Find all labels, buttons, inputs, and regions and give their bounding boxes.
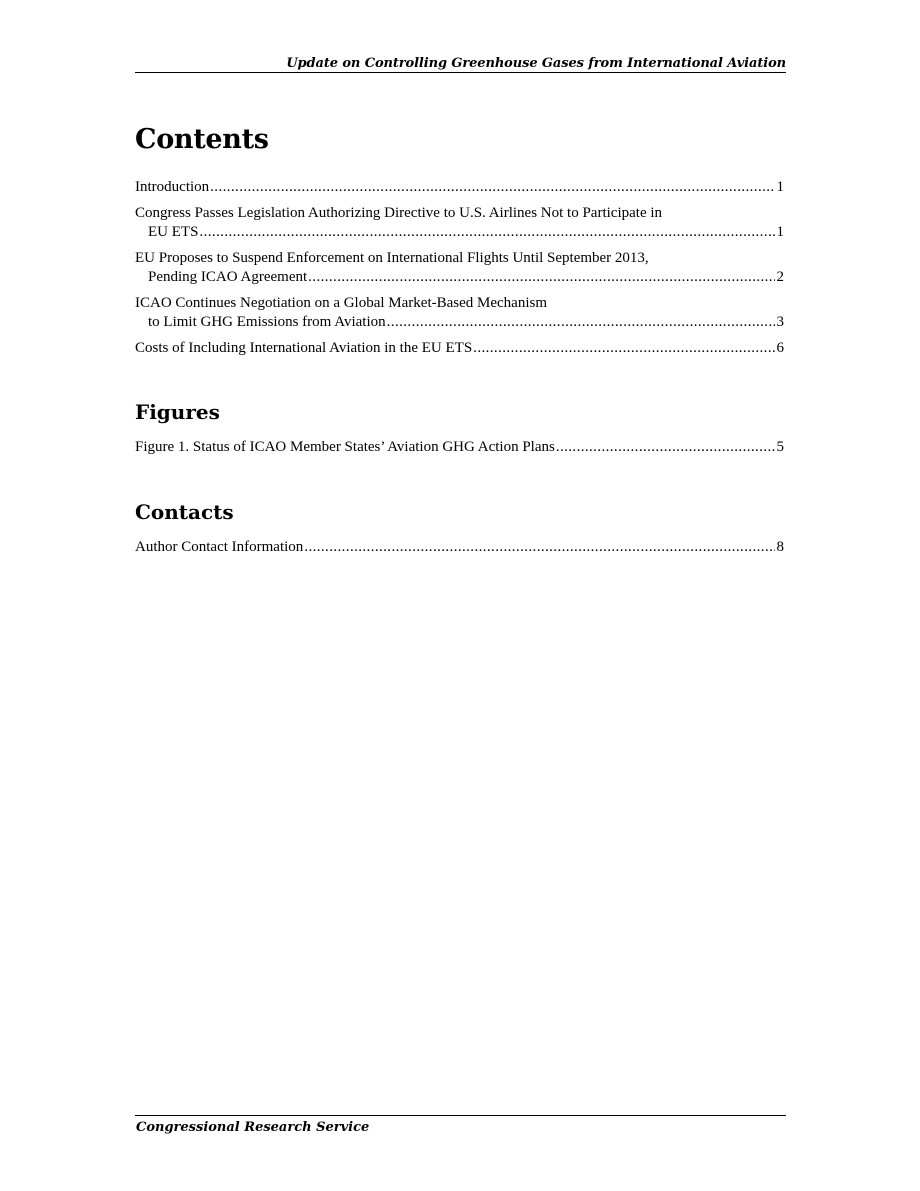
figures-heading: Figures bbox=[135, 400, 220, 424]
toc-page-number[interactable]: 1 bbox=[776, 224, 784, 240]
toc-entry-title-line-2[interactable]: EU ETS bbox=[148, 224, 199, 240]
contacts-heading: Contacts bbox=[135, 500, 234, 524]
running-header: Update on Controlling Greenhouse Gases from International Aviation bbox=[286, 56, 786, 71]
footer-rule bbox=[135, 1115, 786, 1116]
contacts-list bbox=[135, 538, 784, 564]
contents-list bbox=[135, 178, 784, 365]
figures-list bbox=[135, 438, 784, 464]
toc-entry-title-line-1[interactable]: Congress Passes Legislation Authorizing Directive to U.S. Airlines Not to Participate in bbox=[135, 205, 663, 221]
toc-page-number[interactable]: 3 bbox=[776, 314, 784, 330]
toc-entry-author-contact[interactable] bbox=[135, 538, 784, 557]
header-rule bbox=[135, 72, 786, 73]
toc-entry-introduction[interactable] bbox=[135, 178, 784, 197]
toc-entry-title-line-2[interactable]: to Limit GHG Emissions from Aviation bbox=[148, 314, 386, 330]
toc-entry-title[interactable]: Introduction bbox=[135, 179, 210, 195]
toc-entry-figure-1[interactable] bbox=[135, 438, 784, 457]
toc-entry-title-line-1[interactable]: ICAO Continues Negotiation on a Global Market-Based Mechanism bbox=[135, 295, 548, 311]
dot-leader bbox=[473, 339, 774, 358]
dot-leader bbox=[210, 178, 774, 197]
toc-page-number[interactable]: 1 bbox=[776, 179, 784, 195]
toc-entry-title[interactable]: Figure 1. Status of ICAO Member States’ Aviation GHG Action Plans bbox=[135, 439, 555, 455]
dot-leader bbox=[387, 313, 775, 332]
toc-entry-costs[interactable] bbox=[135, 339, 784, 358]
toc-entry-congress-legislation[interactable] bbox=[135, 204, 784, 242]
toc-page-number[interactable]: 8 bbox=[776, 539, 784, 555]
contents-heading: Contents bbox=[135, 124, 269, 155]
toc-page-number[interactable]: 5 bbox=[776, 439, 784, 455]
toc-page-number[interactable]: 2 bbox=[776, 269, 784, 285]
dot-leader bbox=[556, 438, 775, 457]
dot-leader bbox=[304, 538, 774, 557]
dot-leader bbox=[199, 223, 774, 242]
dot-leader bbox=[308, 268, 774, 287]
toc-entry-eu-suspend-enforcement[interactable] bbox=[135, 249, 784, 287]
running-footer: Congressional Research Service bbox=[136, 1120, 370, 1135]
toc-page-number[interactable]: 6 bbox=[776, 340, 784, 356]
toc-entry-icao-negotiation[interactable] bbox=[135, 294, 784, 332]
toc-entry-title-line-1[interactable]: EU Proposes to Suspend Enforcement on International Flights Until September 2013, bbox=[135, 250, 649, 266]
toc-entry-title[interactable]: Author Contact Information bbox=[135, 539, 304, 555]
toc-entry-title[interactable]: Costs of Including International Aviation in the EU ETS bbox=[135, 340, 473, 356]
toc-entry-title-line-2[interactable]: Pending ICAO Agreement bbox=[148, 269, 308, 285]
